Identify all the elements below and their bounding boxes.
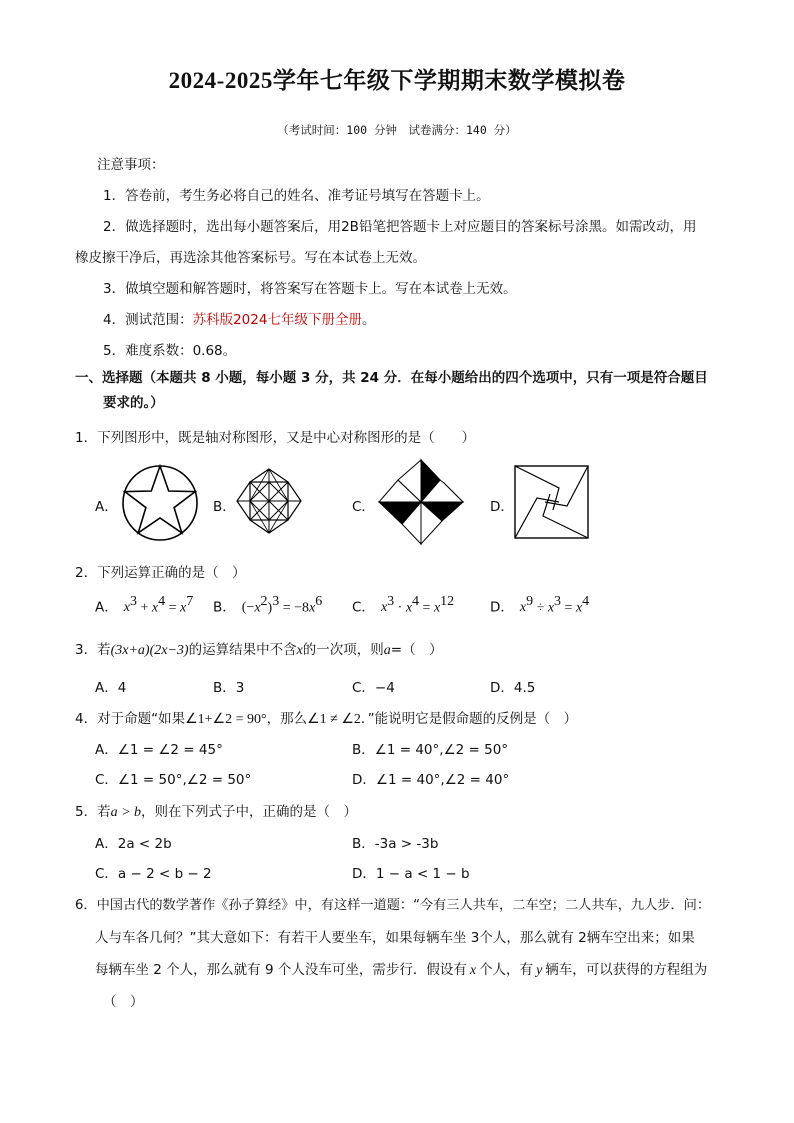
octagram-figure [236,468,302,534]
question-6-line-3: 每辆车坐 2 个人，那么就有 9 个人没车可坐，需步行．假设有 x 个人，有 y 辆车，可以获得的方程组为 [95,962,708,978]
q4-option-b: B．∠1 = 40°,∠2 = 50° [352,742,509,758]
q5-option-a: A．2a < 2b [95,836,172,852]
question-6-line-1: 6．中国古代的数学著作《孙子算经》中，有这样一道题：“今有三人共车，二车空；二人共车，九人步．问： [75,898,711,913]
q2-option-d: D． $x^9 \div x^3 = x^4$ [490,594,590,616]
notice-item-2-cont: 橡皮擦干净后，再选涂其他答案标号。写在本试卷上无效。 [75,250,426,266]
question-1-stem: 1．下列图形中，既是轴对称图形，又是中心对称图形的是（ ） [75,430,476,446]
q2-option-d-label: D． [490,599,514,616]
notice-item-4-end: 。 [361,312,376,328]
q4-option-a: A．∠1 = ∠2 = 45° [95,742,223,758]
notice-item-2: 2．做选择题时，选出每小题答案后，用2B铅笔把答题卡上对应题目的答案标号涂黑。如需改动，用 [103,219,697,235]
question-6-line-2: 人与车各几何？”其大意如下：有若干人要坐车，如果每辆车坐 3个人，那么就有 2辆车空出来；如果 [95,930,695,946]
section-heading: 一、选择题（本题共 8 小题，每小题 3 分，共 24 分．在每小题给出的四个选项中，只有一项是符合题目 [75,370,708,386]
q5-option-c: C．a − 2 < b − 2 [95,866,212,882]
question-4-stem: 4．对于命题“如果∠1+∠2 = 90°，那么∠1 ≠ ∠2．”能说明它是假命题的反例是（ ） [75,711,578,727]
page-title: 2024-2025学年七年级下学期期末数学模拟卷 [168,68,626,93]
q3-option-a: A．4 [95,680,127,696]
q1-option-c-label: C． [352,499,375,515]
question-3-stem: 3．若(3x+a)(2x−3)的运算结果中不含x的一次项，则a=（ ） [75,642,443,658]
notice-heading: 注意事项： [97,157,165,173]
q3-option-c: C．−4 [352,680,395,696]
q2-option-b-label: B． [213,599,236,616]
pinwheel-figure [376,458,466,546]
notice-item-5: 5．难度系数：0.68。 [103,343,237,359]
q5-option-b: B．-3a > -3b [352,836,439,852]
circle-star-figure [120,463,200,543]
question-2-stem: 2．下列运算正确的是（ ） [75,565,246,581]
q1-option-a-label: A． [95,499,118,515]
notice-item-1: 1．答卷前，考生务必将自己的姓名、准考证号填写在答题卡上。 [103,188,490,204]
q1-option-b-label: B． [213,499,236,515]
q2-option-c-label: C． [352,599,375,616]
square-pinwheel-figure [513,464,591,540]
exam-info: （考试时间：100 分钟 试卷满分：140 分） [277,123,517,137]
notice-item-3: 3．做填空题和解答题时，将答案写在答题卡上。写在本试卷上无效。 [103,281,517,297]
q4-option-c: C．∠1 = 50°,∠2 = 50° [95,772,252,788]
q5-option-d: D．1 − a < 1 − b [352,866,470,882]
test-scope: 苏科版2024七年级下册全册 [192,312,362,328]
notice-item-4-label: 4．测试范围： [103,312,193,328]
question-6-answer-paren: （ ） [103,994,144,1010]
question-5-stem: 5．若a > b，则在下列式子中，正确的是（ ） [75,804,358,820]
q3-option-b: B．3 [213,680,245,696]
q4-option-d: D．∠1 = 40°,∠2 = 40° [352,772,510,788]
q2-option-a: A． $x^3 + x^4 = x^7$ [95,594,194,616]
notice-item-4 [103,308,375,328]
q1-option-d-label: D． [490,499,514,515]
q3-option-d: D．4.5 [490,680,536,696]
q2-option-c: C． $x^3 \cdot x^4 = x^{12}$ [352,594,455,616]
q2-option-a-label: A． [95,599,118,616]
section-heading-cont: 要求的。） [103,395,164,411]
q2-option-b: B． $(-x^2)^3 = -8x^6$ [213,594,323,616]
